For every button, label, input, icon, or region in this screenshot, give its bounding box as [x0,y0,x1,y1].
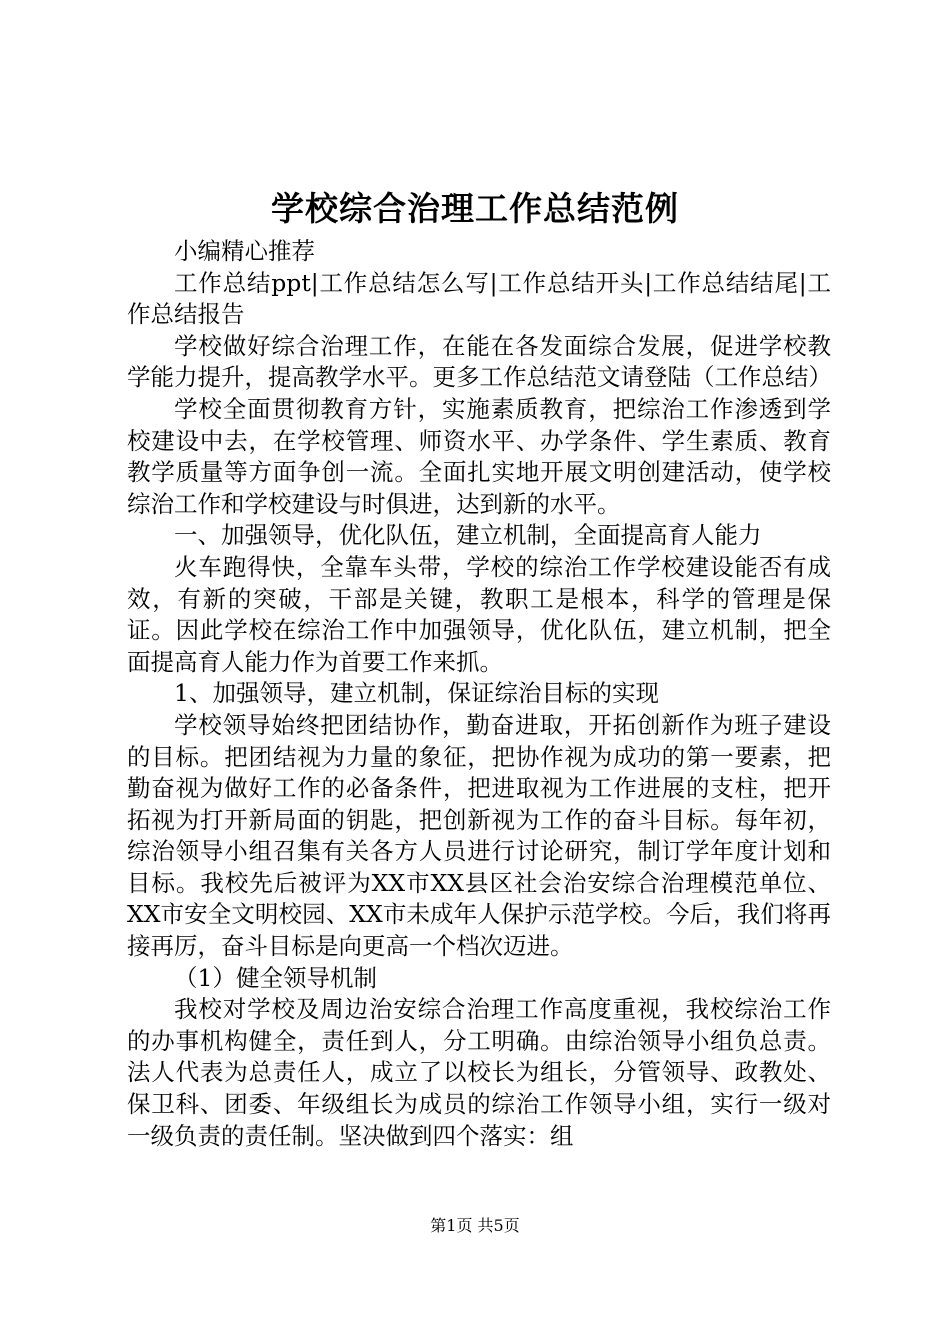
subheading-1-1-1: （1）健全领导机制 [174,963,377,992]
paragraph-leadership-mechanism: 我校对学校及周边治安综合治理工作高度重视，我校综治工作的办事机构健全，责任到人，分工明确。由综治领导小组负总责。法人代表为总责任人，成立了以校长为组长，分管领导、政教处、保卫科、团委、年级组长为成员的综治工作领导小组，实行一级对一级负责的责任制。坚决做到四个落实：组 [127,995,831,1150]
paragraph-section-1: 火车跑得快，全靠车头带，学校的综治工作学校建设能否有成效，有新的突破，干部是关键，教职工是根本，科学的管理是保证。因此学校在综治工作中加强领导，优化队伍，建立机制，把全面提高育人能力作为首要工作来抓。 [127,552,831,676]
paragraph-overview: 学校全面贯彻教育方针，实施素质教育，把综治工作渗透到学校建设中去，在学校管理、师资水平、办学条件、学生素质、教育教学质量等方面争创一流。全面扎实地开展文明创建活动，使学校综治工作和学校建设与时俱进，达到新的水平。 [127,394,831,518]
document-body [127,236,831,1152]
section-heading-1: 一、加强领导，优化队伍，建立机制，全面提高育人能力 [174,521,762,550]
paragraph-intro: 学校做好综合治理工作，在能在各发面综合发展，促进学校教学能力提升，提高教学水平。更多工作总结范文请登陆（工作总结） [127,331,832,392]
paragraph-subsection-1-1: 学校领导始终把团结协作，勤奋进取，开拓创新作为班子建设的目标。把团结视为力量的象征，把协作视为成功的第一要素，把勤奋视为做好工作的必备条件，把进取视为工作进展的支柱，把开拓视为打开新局面的钥匙，把创新视为工作的奋斗目标。每年初，综治领导小组召集有关各方人员进行讨论研究，制订学年度计划和目标。我校先后被评为XX市XX县区社会治安综合治理模范单位、XX市安全文明校园、XX市未成年人保护示范学校。今后，我们将再接再厉，奋斗目标是向更高一个档次迈进。 [127,710,831,961]
subheading-1-1: 1、加强领导，建立机制，保证综治目标的实现 [174,679,659,708]
paragraph-recommend: 小编精心推荐 [174,237,315,265]
paragraph-related-links: 工作总结ppt|工作总结怎么写|工作总结开头|工作总结结尾|工作总结报告 [127,268,831,329]
page-footer: 第1页 共5页 [430,1216,520,1235]
document-title: 学校综合治理工作总结范例 [271,189,679,228]
